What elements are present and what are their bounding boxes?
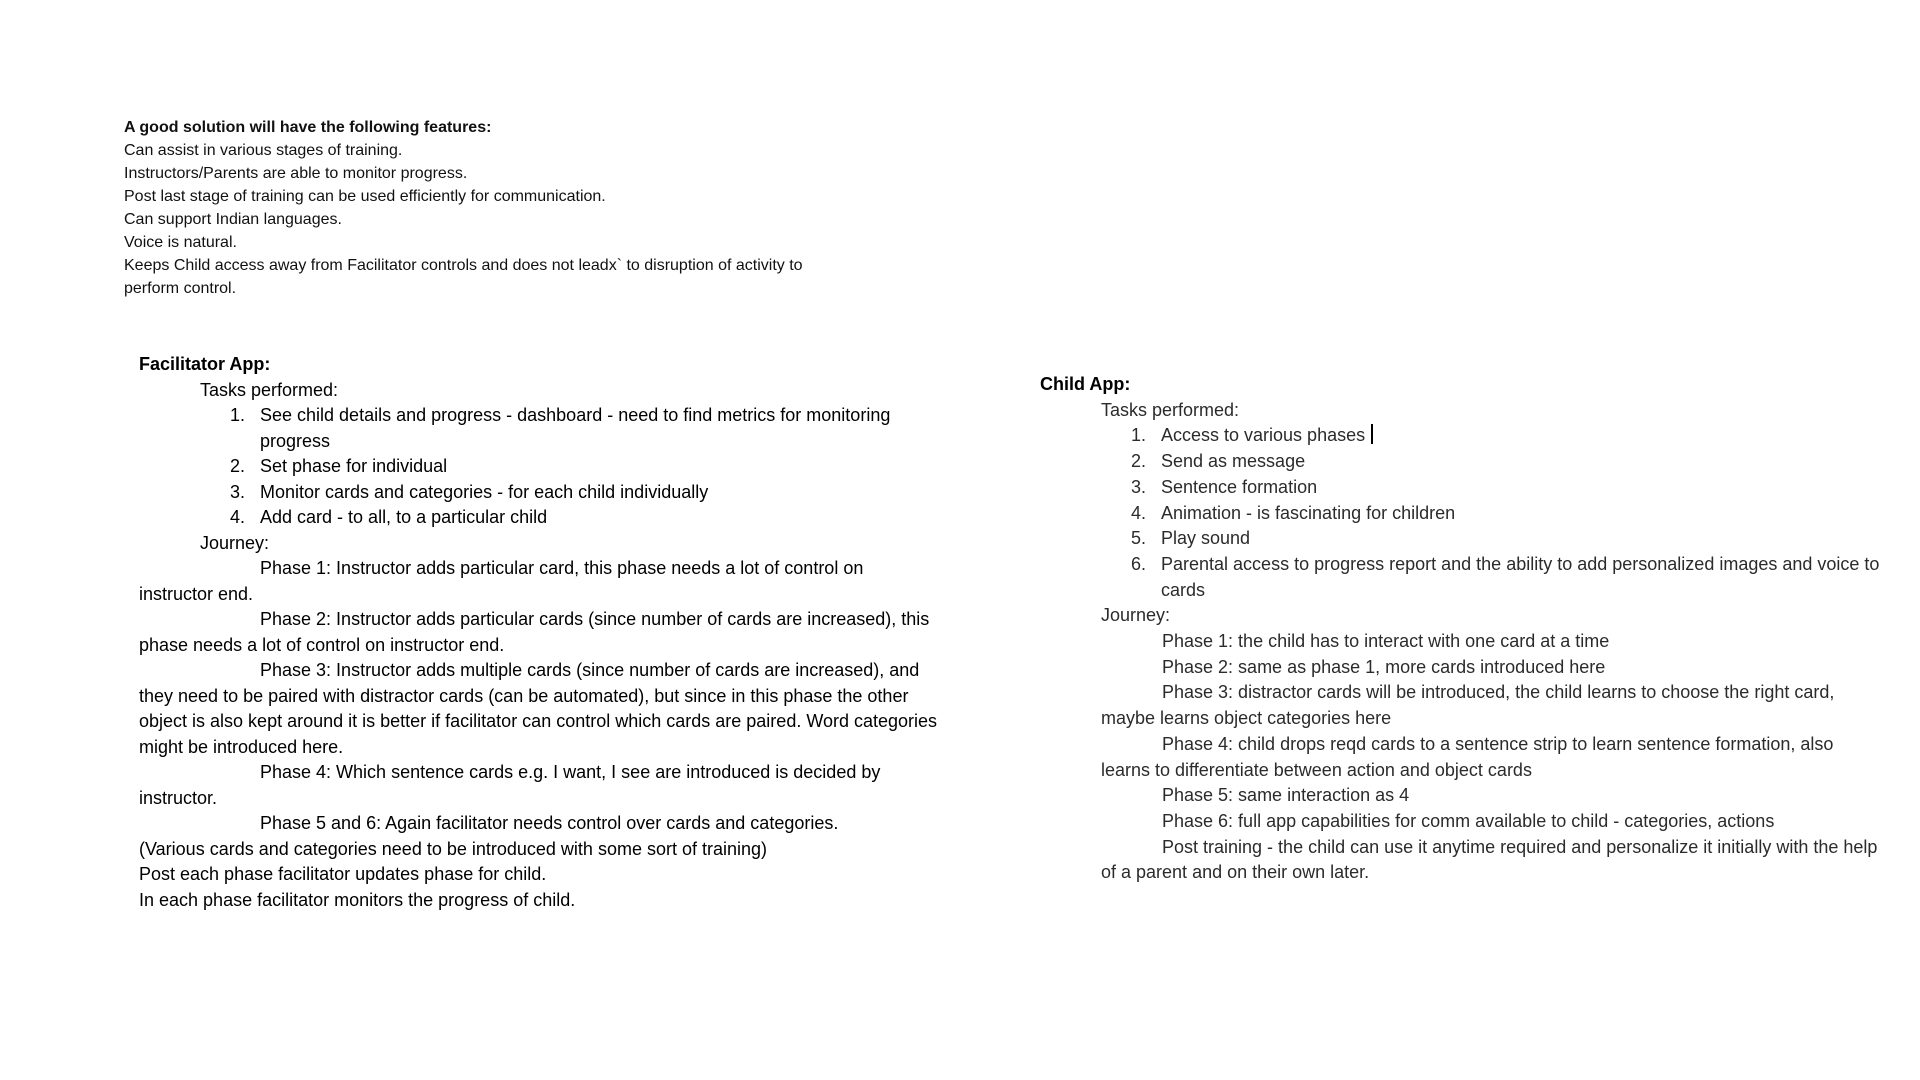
phase-paragraph: Phase 1: the child has to interact with one card at a time: [1162, 631, 1610, 652]
child-task-list: [1040, 423, 1880, 603]
list-number: 3.: [1131, 476, 1147, 497]
phase-paragraph: Post training - the child can use it anytime required and personalize it initially with the help of a parent and on their own later.: [1101, 836, 1878, 883]
facilitator-task-list: [139, 403, 939, 531]
note-line: Post each phase facilitator updates phase for child.: [139, 864, 547, 884]
list-item-text: Parental access to progress report and the ability to add personalized images and voice to cards: [1161, 553, 1880, 600]
list-number: 5.: [1131, 528, 1147, 549]
phase-paragraph: Phase 5: same interaction as 4: [1162, 785, 1410, 806]
facilitator-app-section: [139, 352, 939, 913]
phase-paragraph: Phase 1: Instructor adds particular card, this phase needs a lot of control on instructor end.: [139, 558, 864, 604]
list-item-text: See child details and progress - dashboard - need to find metrics for monitoring progress: [260, 405, 891, 451]
text-cursor: [1371, 424, 1373, 444]
feature-line: Keeps Child access away from Facilitator controls and does not leadx` to disruption of activity to perform control.: [124, 257, 803, 297]
list-item-text: Animation - is fascinating for children: [1161, 502, 1456, 523]
feature-line: Can support Indian languages.: [124, 211, 342, 228]
list-item-text: Access to various phases: [1161, 425, 1366, 446]
list-number: 4.: [1131, 502, 1147, 523]
facilitator-journey-label: Journey:: [200, 532, 270, 553]
list-number: 4.: [230, 507, 246, 527]
list-item-text: Monitor cards and categories - for each child individually: [260, 481, 709, 502]
facilitator-tasks-label: Tasks performed:: [200, 379, 339, 400]
child-app-section: [1040, 372, 1880, 886]
child-app-title: Child App:: [1040, 374, 1131, 394]
list-item: [139, 480, 939, 506]
list-item-text: Add card - to all, to a particular child: [260, 507, 548, 527]
list-item: [139, 454, 939, 480]
list-number: 2.: [1131, 451, 1147, 472]
list-item-text: Send as message: [1161, 451, 1306, 472]
list-item-text: Set phase for individual: [260, 456, 448, 476]
phase-paragraph: Phase 3: Instructor adds multiple cards (since number of cards are increased), and they need to be paired with distractor cards (can be automated), but since in this phase the other object is also kept around it is better if facilitator can control which cards are paired. Word categories might be introduced here.: [139, 660, 938, 757]
list-item: [1040, 501, 1880, 527]
note-line: In each phase facilitator monitors the progress of child.: [139, 889, 576, 910]
list-item-text: Sentence formation: [1161, 476, 1318, 497]
list-item: [1040, 449, 1880, 475]
phase-paragraph: Phase 4: child drops reqd cards to a sentence strip to learn sentence formation, also learns to differentiate between action and object cards: [1101, 733, 1834, 780]
phase-paragraph: Phase 2: Instructor adds particular cards (since number of cards are increased), this phase needs a lot of control on instructor end.: [139, 609, 930, 655]
phase-paragraph: Phase 4: Which sentence cards e.g. I want, I see are introduced is decided by instructor.: [139, 762, 881, 808]
child-journey-label: Journey:: [1101, 605, 1171, 626]
facilitator-app-title: Facilitator App:: [139, 354, 271, 374]
list-number: 1.: [230, 405, 246, 425]
list-number: 3.: [230, 481, 246, 502]
list-number: 2.: [230, 456, 246, 476]
feature-line: Instructors/Parents are able to monitor progress.: [124, 165, 468, 182]
phase-paragraph: Phase 6: full app capabilities for comm available to child - categories, actions: [1162, 810, 1775, 831]
feature-line: Can assist in various stages of training.: [124, 142, 403, 159]
child-tasks-label: Tasks performed:: [1101, 399, 1240, 420]
features-section: [124, 116, 864, 300]
features-heading: A good solution will have the following features:: [124, 119, 492, 136]
list-number: 6.: [1131, 553, 1147, 574]
phase-paragraph: Phase 3: distractor cards will be introduced, the child learns to choose the right card, maybe learns object categories here: [1101, 682, 1835, 729]
phase-paragraph: Phase 5 and 6: Again facilitator needs control over cards and categories.: [260, 813, 839, 833]
list-item: [139, 403, 939, 454]
list-item: [1040, 423, 1880, 449]
list-number: 1.: [1131, 425, 1147, 446]
list-item-text: Play sound: [1161, 528, 1251, 549]
list-item: [1040, 526, 1880, 552]
phase-paragraph: Phase 2: same as phase 1, more cards introduced here: [1162, 656, 1606, 677]
feature-line: Voice is natural.: [124, 234, 237, 251]
list-item: [1040, 552, 1880, 603]
list-item: [1040, 475, 1880, 501]
list-item: [139, 505, 939, 531]
feature-line: Post last stage of training can be used efficiently for communication.: [124, 188, 606, 205]
note-line: (Various cards and categories need to be introduced with some sort of training): [139, 838, 768, 859]
